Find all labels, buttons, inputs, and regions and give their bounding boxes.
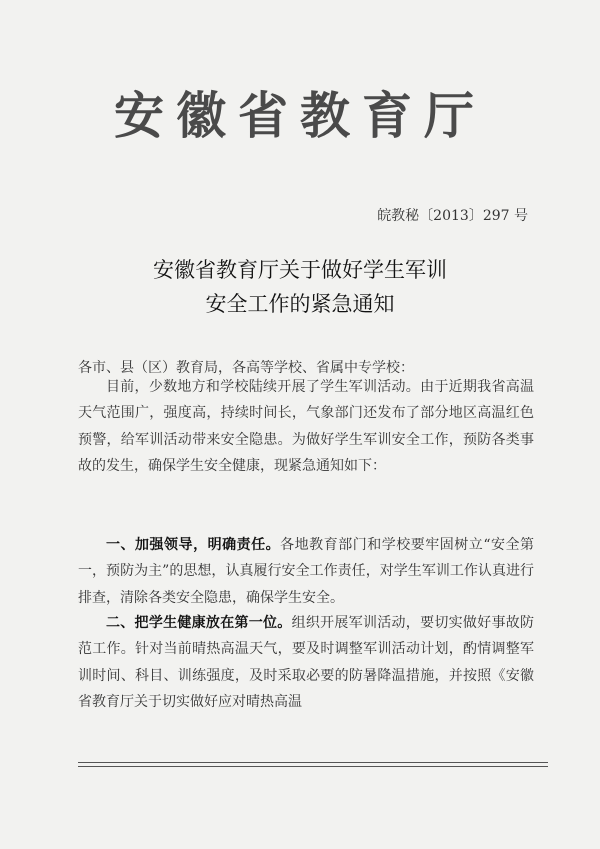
document-number: 皖教秘〔2013〕297 号: [377, 208, 528, 224]
paragraph-2-text: 各地教育部门和学校要牢固树立“安全第一，预防为主”的思想，认真履行安全工作责任，对学生军训工作认真进行排查，清除各类安全隐患，确保学生安全。: [78, 537, 535, 606]
paragraph-2-heading: 一、加强领导，明确责任。: [106, 537, 281, 553]
notice-title-line-1: 安徽省教育厅关于做好学生军训: [153, 258, 447, 282]
paragraph-1-text: 目前，少数地方和学校陆续开展了学生军训活动。由于近期我省高温天气范围广，强度高，持续时间长，气象部门还发布了部分地区高温红色预警，给军训活动带来安全隐患。为做好学生军训安全工作，预防各类事故的发生，确保学生安全健康，现紧急通知如下：: [78, 379, 534, 474]
footer-rule-bottom: [78, 766, 548, 767]
paragraph-3-text: 组织开展军训活动，要切实做好事故防范工作。针对当前晴热高温天气，要及时调整军训活动计划，酌情调整军训时间、科目、训练强度，及时采取必要的防暑降温措施，并按照《安徽省教育厅关于切实做好应对晴热高温: [78, 615, 535, 710]
notice-title-line-2: 安全工作的紧急通知: [205, 292, 395, 316]
salutation: 各市、县（区）教育局，各高等学校、省属中专学校：: [78, 360, 414, 376]
paragraph-3-heading: 二、把学生健康放在第一位。: [106, 615, 292, 631]
paragraph-2: [78, 532, 534, 611]
footer-rule-top: [78, 762, 548, 763]
notice-title: [0, 253, 600, 321]
paragraph-3: [78, 610, 534, 715]
agency-header: 安徽省教育厅: [114, 87, 486, 145]
paragraph-1: [78, 374, 534, 479]
